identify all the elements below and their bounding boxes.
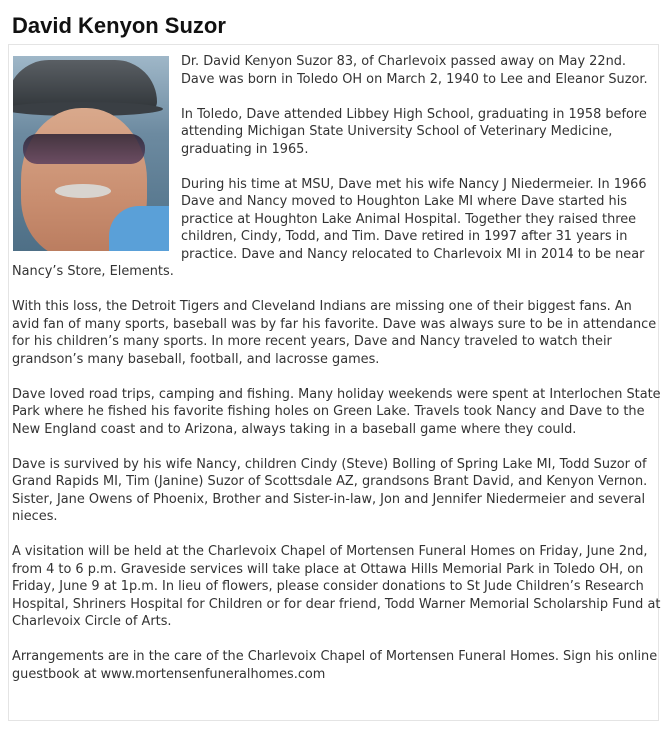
page-title: David Kenyon Suzor: [12, 13, 226, 38]
shirt-shape: [109, 206, 169, 251]
paragraph-sports: With this loss, the Detroit Tigers and Cleveland Indians are missing one of their biggest fans. An avid fan of many sports, baseball was by far his favorite. Dave was always sure to be in attendance for his children’s many sports. In more recent years, Dave and Nancy traveled to watch their grandson’s many baseball, football, and lacrosse games.: [12, 299, 657, 367]
paragraph-arrangements: Arrangements are in the care of the Charlevoix Chapel of Mortensen Funeral Homes. Sign his online guestbook at www.mortensenfuneralhomes.com: [12, 649, 658, 682]
paragraph-hobbies: Dave loved road trips, camping and fishing. Many holiday weekends were spent at Interlochen State Park where he fished his favorite fishing holes on Green Lake. Travels took Nancy and Dave to the New England coast and to Arizona, always taking in a baseball game where they could.: [12, 386, 661, 437]
paragraph-education: In Toledo, Dave attended Libbey High School, graduating in 1958 before attending Michigan State University School of Veterinary Medicine, graduating in 1965.: [181, 106, 647, 157]
mustache-shape: [55, 184, 111, 198]
obituary-body: [12, 53, 662, 701]
sunglasses-shape: [23, 134, 145, 164]
paragraph-intro: Dr. David Kenyon Suzor 83, of Charlevoix passed away on May 22nd. Dave was born in Toledo OH on March 2, 1940 to Lee and Eleanor Suzor.: [181, 54, 648, 87]
paragraph-survivors: Dave is survived by his wife Nancy, children Cindy (Steve) Bolling of Spring Lake MI, Todd Suzor of Grand Rapids MI, Tim (Janine) Suzor of Scottsdale AZ, grandsons Brant David, and Kenyon Vernon. Sister, Jane Owens of Phoenix, Brother and Sister-in-law, Jon and Jennifer Niedermeier and several nieces.: [12, 456, 648, 524]
paragraph-career: During his time at MSU, Dave met his wife Nancy J Niedermeier. In 1966 Dave and Nancy moved to Houghton Lake MI where Dave started his practice at Houghton Lake Animal Hospital. Together they raised three children, Cindy, Todd, and Tim. Dave retired in 1997 after 31 years in practice. Dave and Nancy relocated to Charlevoix MI in 2014 to be near Nancy’s Store, Elements.: [12, 176, 647, 279]
portrait-photo: [13, 56, 169, 251]
paragraph-services: A visitation will be held at the Charlevoix Chapel of Mortensen Funeral Homes on Friday, June 2nd, from 4 to 6 p.m. Graveside services will take place at Ottawa Hills Memorial Park in Toledo OH, on Friday, June 9 at 1p.m. In lieu of flowers, please consider donations to St Jude Children’s Research Hospital, Shriners Hospital for Children or for dear friend, Todd Warner Memorial Scholarship Fund at Charlevoix Circle of Arts.: [12, 544, 661, 629]
